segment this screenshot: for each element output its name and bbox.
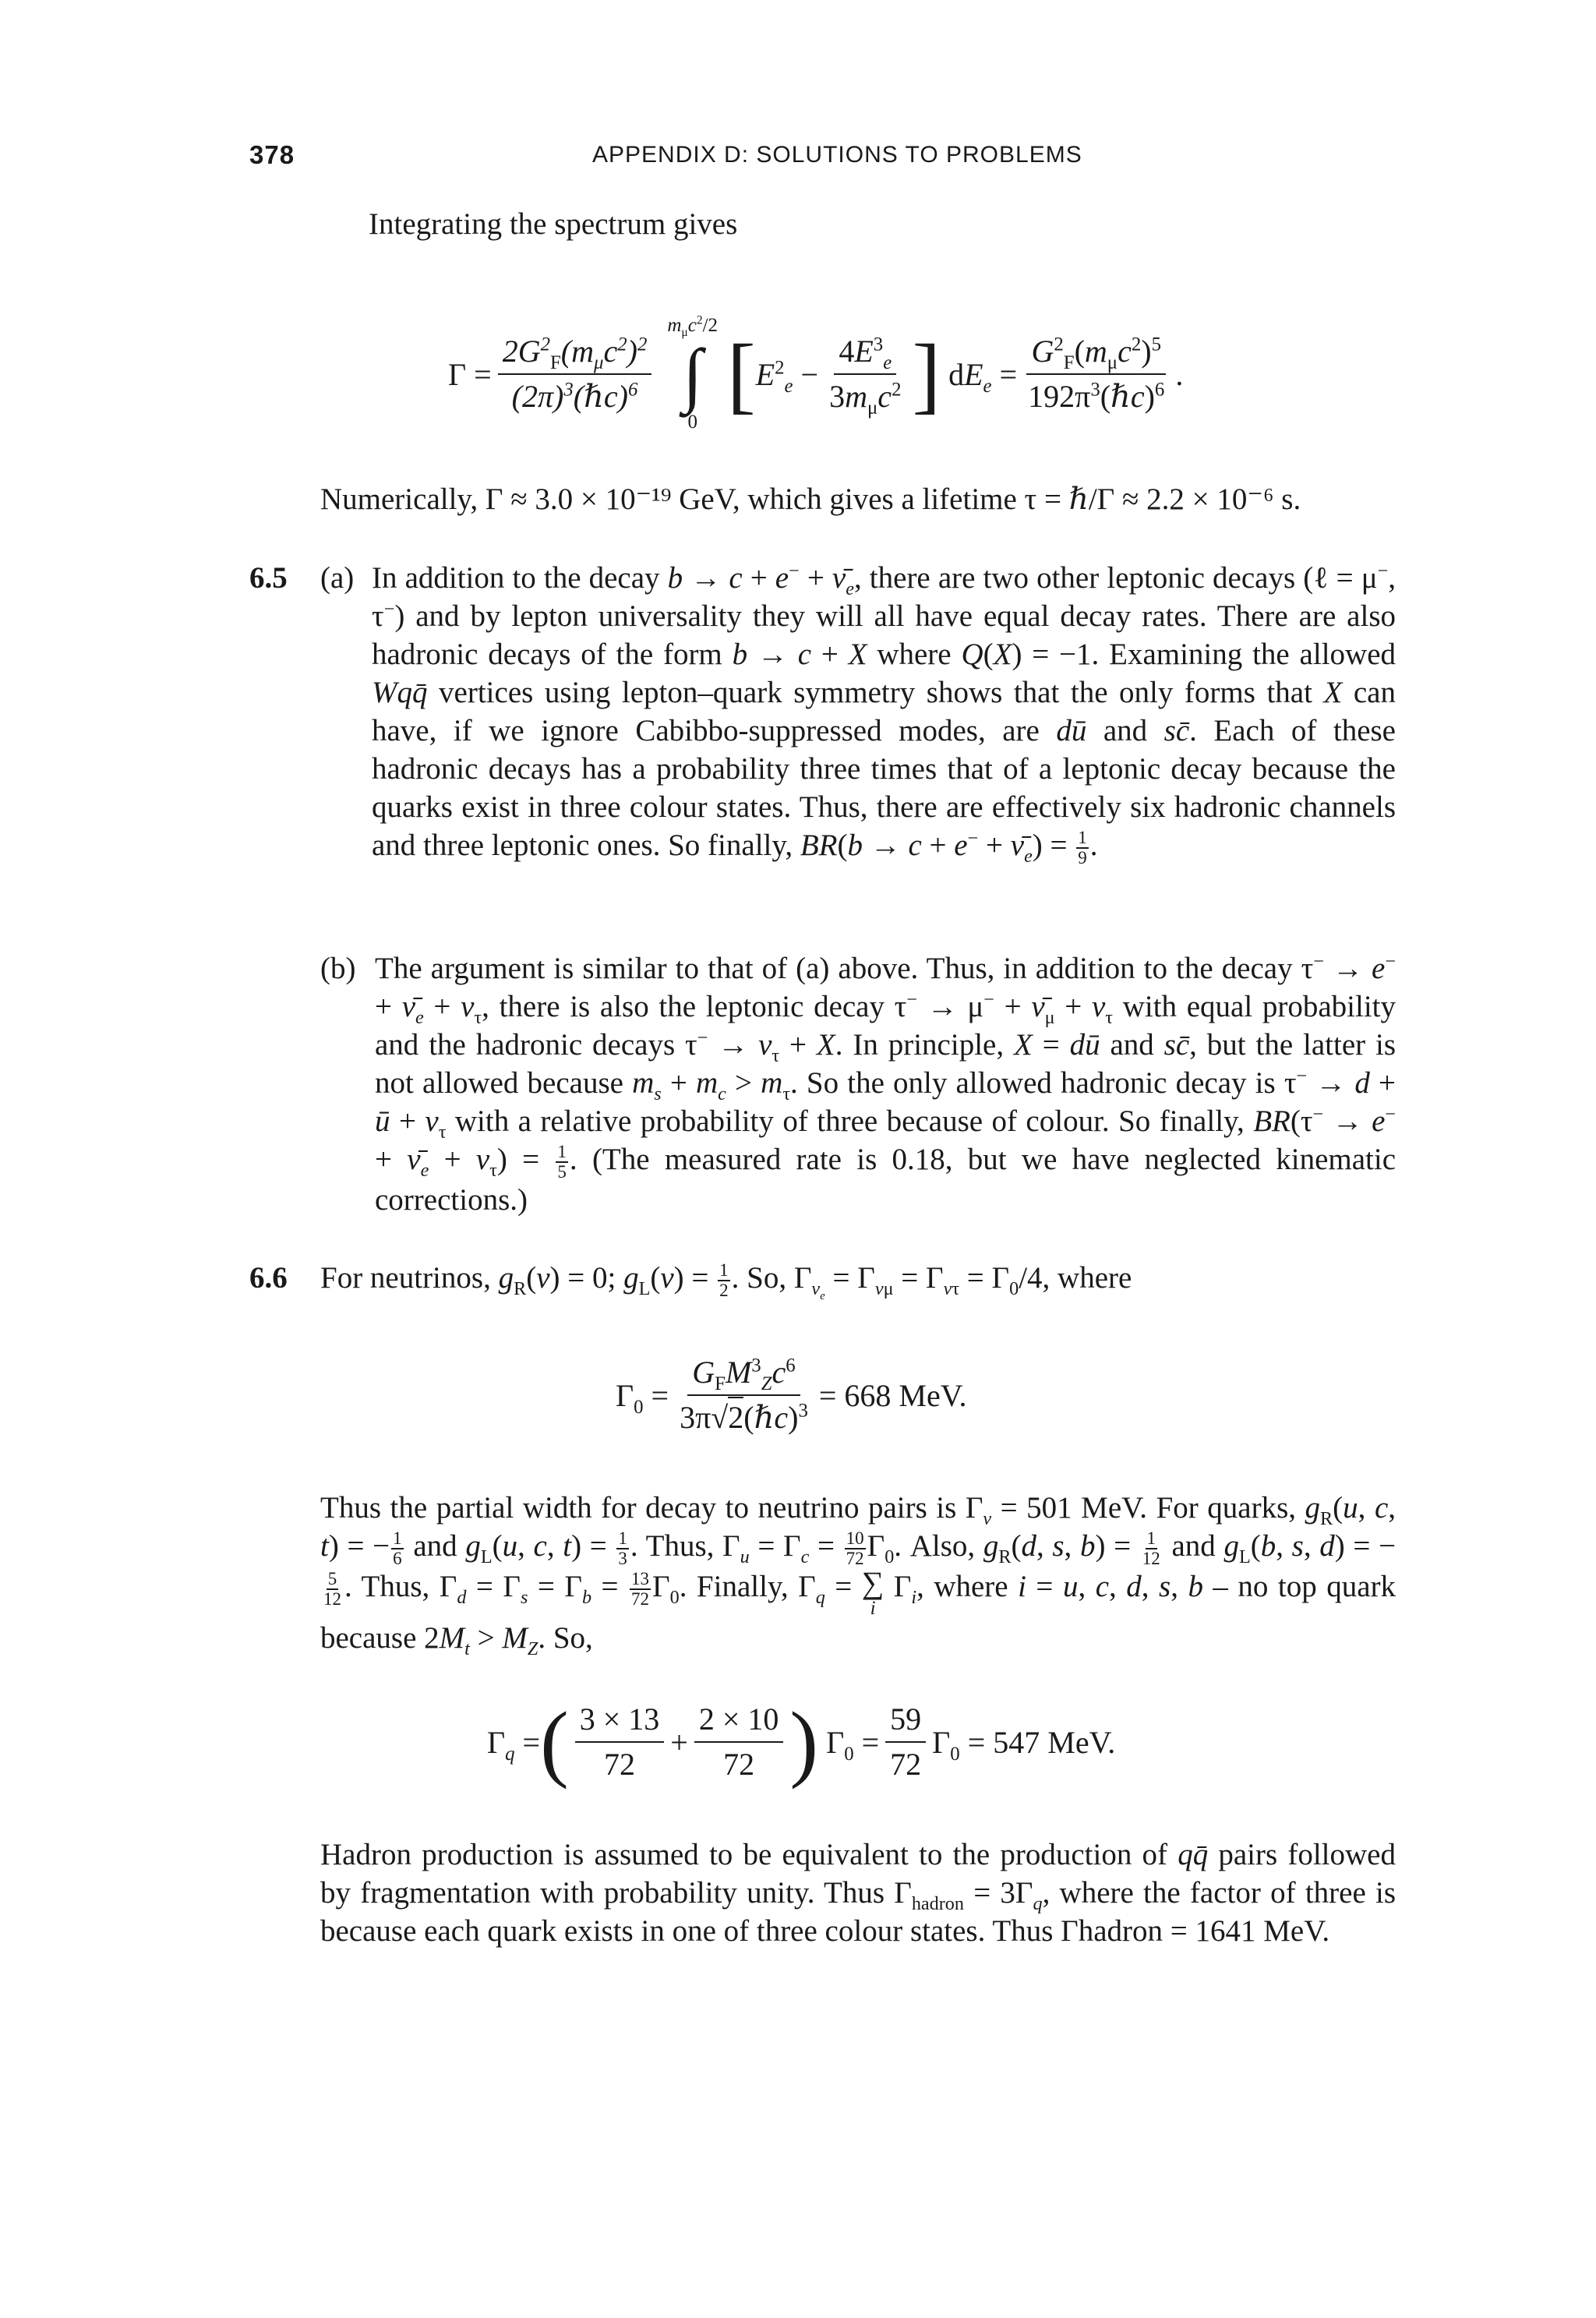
gamma0-value: = 668 MeV. xyxy=(818,1377,967,1413)
part-a-label: (a) xyxy=(320,561,355,595)
intro-text: Integrating the spectrum gives xyxy=(369,207,738,241)
problem-6-6-intro: For neutrinos, $g_R(\nu) = 0$; $g_L(\nu)$ = $\frac{1}{2}$ . So, $\Gamma_{\nu_e} = \Gamma_{\nu\mu} = \Gamma_{\nu\tau} = \Gamma_0/4$, where xyxy=(320,1260,1132,1302)
equation-gammaq: $\Gamma_q$ = ( $\frac{3 \times 13}{72}$ + $\frac{2 \times 10}{72}$ ) $\Gamma_0$ = $\frac{59}{72}$ $\Gamma_0$ = 547 MeV. xyxy=(487,1694,1116,1790)
numeric-result-line: Numerically, Γ ≈ 3.0 × 10⁻¹⁹ GeV, which gives a lifetime τ = ℏ/Γ ≈ 2.2 × 10⁻⁶ s. xyxy=(320,482,1301,516)
running-head: APPENDIX D: SOLUTIONS TO PROBLEMS xyxy=(592,142,1082,168)
hadron-text-start: Hadron production is assumed to be equivalent to the production of xyxy=(320,1838,1168,1871)
gammaq-value: = 547 MeV. xyxy=(967,1724,1116,1760)
equation-gamma0: $\Gamma_0$ = $\frac{G_FM^3_Zc^6}{3\pi√2(\hbar c)^3}$ = 668 MeV. xyxy=(616,1355,967,1435)
problem-number-6-6: 6.6 xyxy=(249,1261,288,1295)
problem-6-6-hadron: Hadron production is assumed to be equivalent to the production of qq̄ pairs followed by fragmentation with probability unity. Thus $\Gamma_{hadron} = 3\Gamma_q$, where the factor of three is because each quark exists in one of three colour states. Thus Γhadron = 1641 MeV. xyxy=(320,1838,1396,1948)
part-b-label: (b) xyxy=(320,952,356,985)
problem-6-5-part-a: In addition to the decay $b \to c + e^- + \nū_e$, there are two other leptonic decays (ℓ = μ−, τ−) and by lepton universality they will all have equal decay rates. There are also hadronic decays of the form b → c + X where Q(X) = −1. Examining the allowed Wqq̄ vertices using lepton–quark symmetry shows that the only forms that X can have, if we ignore Cabibbo-suppressed modes, are dū and sc̄. Each of these hadronic decays has a probability three times that of a leptonic decay because the quarks exist in three colour states. Thus, there are effectively six hadronic channels and three leptonic ones. So finally, $BR(b \to c + e^- + \nū_e)$ = $\frac{1}{9}$ . xyxy=(372,560,1396,868)
problem-6-6-widths: Thus the partial width for decay to neutrino pairs is $\Gamma_\nu = 501$ MeV. For quarks, $g_R(u$, c, t) = − $\frac{1}{6}$ and $g_L(u$, c, t) = $\frac{1}{3}$ . Thus, $\Gamma_u = \Gamma_c$ = $\frac{10}{72}$ $\Gamma_0$. Also, $g_R(d$, s, b) = $\frac{1}{12}$ and $g_L(b$, s, d) = − $\frac{5}{12}$ . Thus, $\Gamma_d = \Gamma_s = \Gamma_b$ = $\frac{13}{72}$ $\Gamma_0$. Finally, $\Gamma_q$ = ∑ i $\Gamma_i$, where i = u, c, d, s, b – no top quark because $2M_t > M_Z$. So, xyxy=(320,1491,1396,1659)
problem-number-6-5: 6.5 xyxy=(249,561,288,595)
hadron-value: Γhadron = 1641 MeV. xyxy=(1061,1914,1330,1948)
equation-gamma-integral: Γ = $\frac{2G^2_F(m_\mu c^2)^2}{(2\pi)^3(\hbar c)^6}$ $m_\mu c^2/2$ ∫ 0 [ $E^2_e$ − $\frac{4E^3_e}{3m_\mu c^2}$ ] $dE_e$ = $\frac{G^2_F(m_\mu c^2)^5}{192\pi^3(\hbar c)^6}$ . xyxy=(448,313,1184,433)
problem-6-5-part-b: The argument is similar to that of (a) above. Thus, in addition to the decay $\tau^- \to e^- + \nū_e + \nu_\tau$, there is also the leptonic decay $\tau^- \to \mu^- + \nū_\mu + \nu_\tau$ with equal probability and the hadronic decays $\tau^- \to \nu_\tau + X$. In principle, X = dū and sc̄, but the latter is not allowed because $m_s + m_c > m_\tau$. So the only allowed hadronic decay is τ− → d + ū + $\nu_\tau$ with a relative probability of three because of colour. So finally, $BR(\tau^- \to e^- + \nū_e + \nu_\tau)$ = $\frac{1}{5}$ . (The measured rate is 0.18, but we have neglected kinematic corrections.) xyxy=(375,951,1396,1217)
page-number: 378 xyxy=(249,140,295,169)
